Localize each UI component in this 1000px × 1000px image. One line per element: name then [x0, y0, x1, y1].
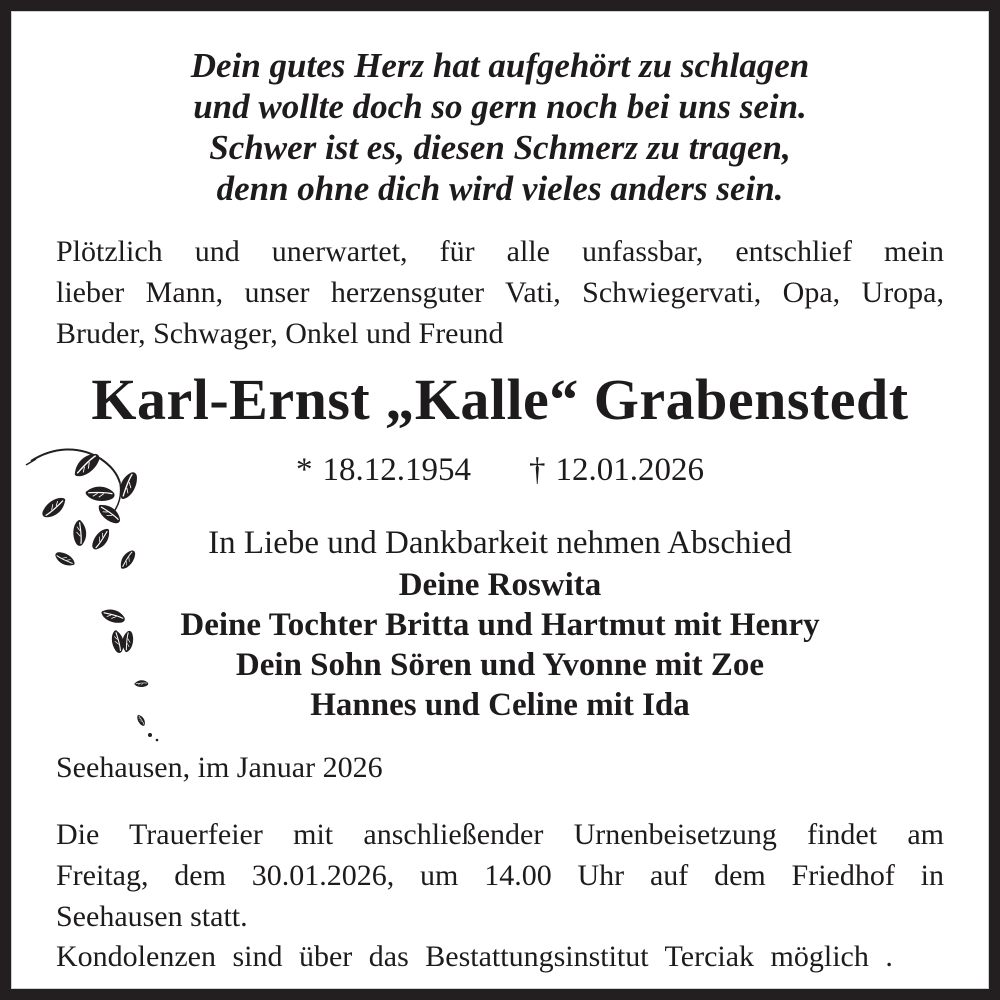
- mourner-line: Deine Roswita: [398, 567, 602, 603]
- falling-leaves-illustration: [23, 443, 173, 748]
- falling-leaves-icon: [23, 443, 173, 748]
- intro-line: Plötzlich und unerwartet, für alle unfassbar, entschlief mein: [56, 235, 944, 268]
- birth-date: 18.12.1954: [322, 452, 471, 488]
- intro-line: lieber Mann, unser herzensguter Vati, Schwiegervati, Opa, Uropa,: [56, 276, 944, 309]
- mourner-line: Hannes und Celine mit Ida: [310, 687, 690, 723]
- place-date-line: Seehausen, im Januar 2026: [56, 751, 383, 784]
- poem-line: und wollte doch so gern noch bei uns sein.: [193, 87, 807, 126]
- deceased-name: Karl-Ernst „Kalle“ Grabenstedt: [91, 367, 909, 432]
- funeral-line: Seehausen statt.: [56, 900, 248, 933]
- death-dagger-icon: †: [529, 452, 546, 488]
- intro-paragraph: [56, 231, 944, 354]
- mourner-line: Deine Tochter Britta und Hartmut mit Henry: [180, 607, 820, 643]
- poem-verse: [11, 45, 989, 209]
- funeral-line: Die Trauerfeier mit anschließender Urnenbeisetzung findet am: [56, 818, 944, 851]
- funeral-line: Freitag, dem 30.01.2026, um 14.00 Uhr auf dem Friedhof in: [56, 859, 944, 892]
- mourner-line: Dein Sohn Sören und Yvonne mit Zoe: [235, 647, 765, 683]
- condolence-line: Kondolenzen sind über das Bestattungsinstitut Terciak möglich .: [56, 940, 893, 973]
- death-record: [529, 451, 704, 489]
- intro-line: Bruder, Schwager, Onkel und Freund: [56, 317, 504, 350]
- birth-record: [296, 451, 471, 489]
- poem-line: denn ohne dich wird vieles anders sein.: [216, 169, 784, 208]
- farewell-heading: In Liebe und Dankbarkeit nehmen Abschied: [208, 525, 792, 561]
- birth-star-icon: *: [296, 452, 313, 488]
- poem-line: Schwer ist es, diesen Schmerz zu tragen,: [209, 128, 791, 167]
- funeral-paragraph: [56, 814, 944, 937]
- death-date: 12.01.2026: [555, 452, 704, 488]
- poem-line: Dein gutes Herz hat aufgehört zu schlagen: [190, 46, 810, 85]
